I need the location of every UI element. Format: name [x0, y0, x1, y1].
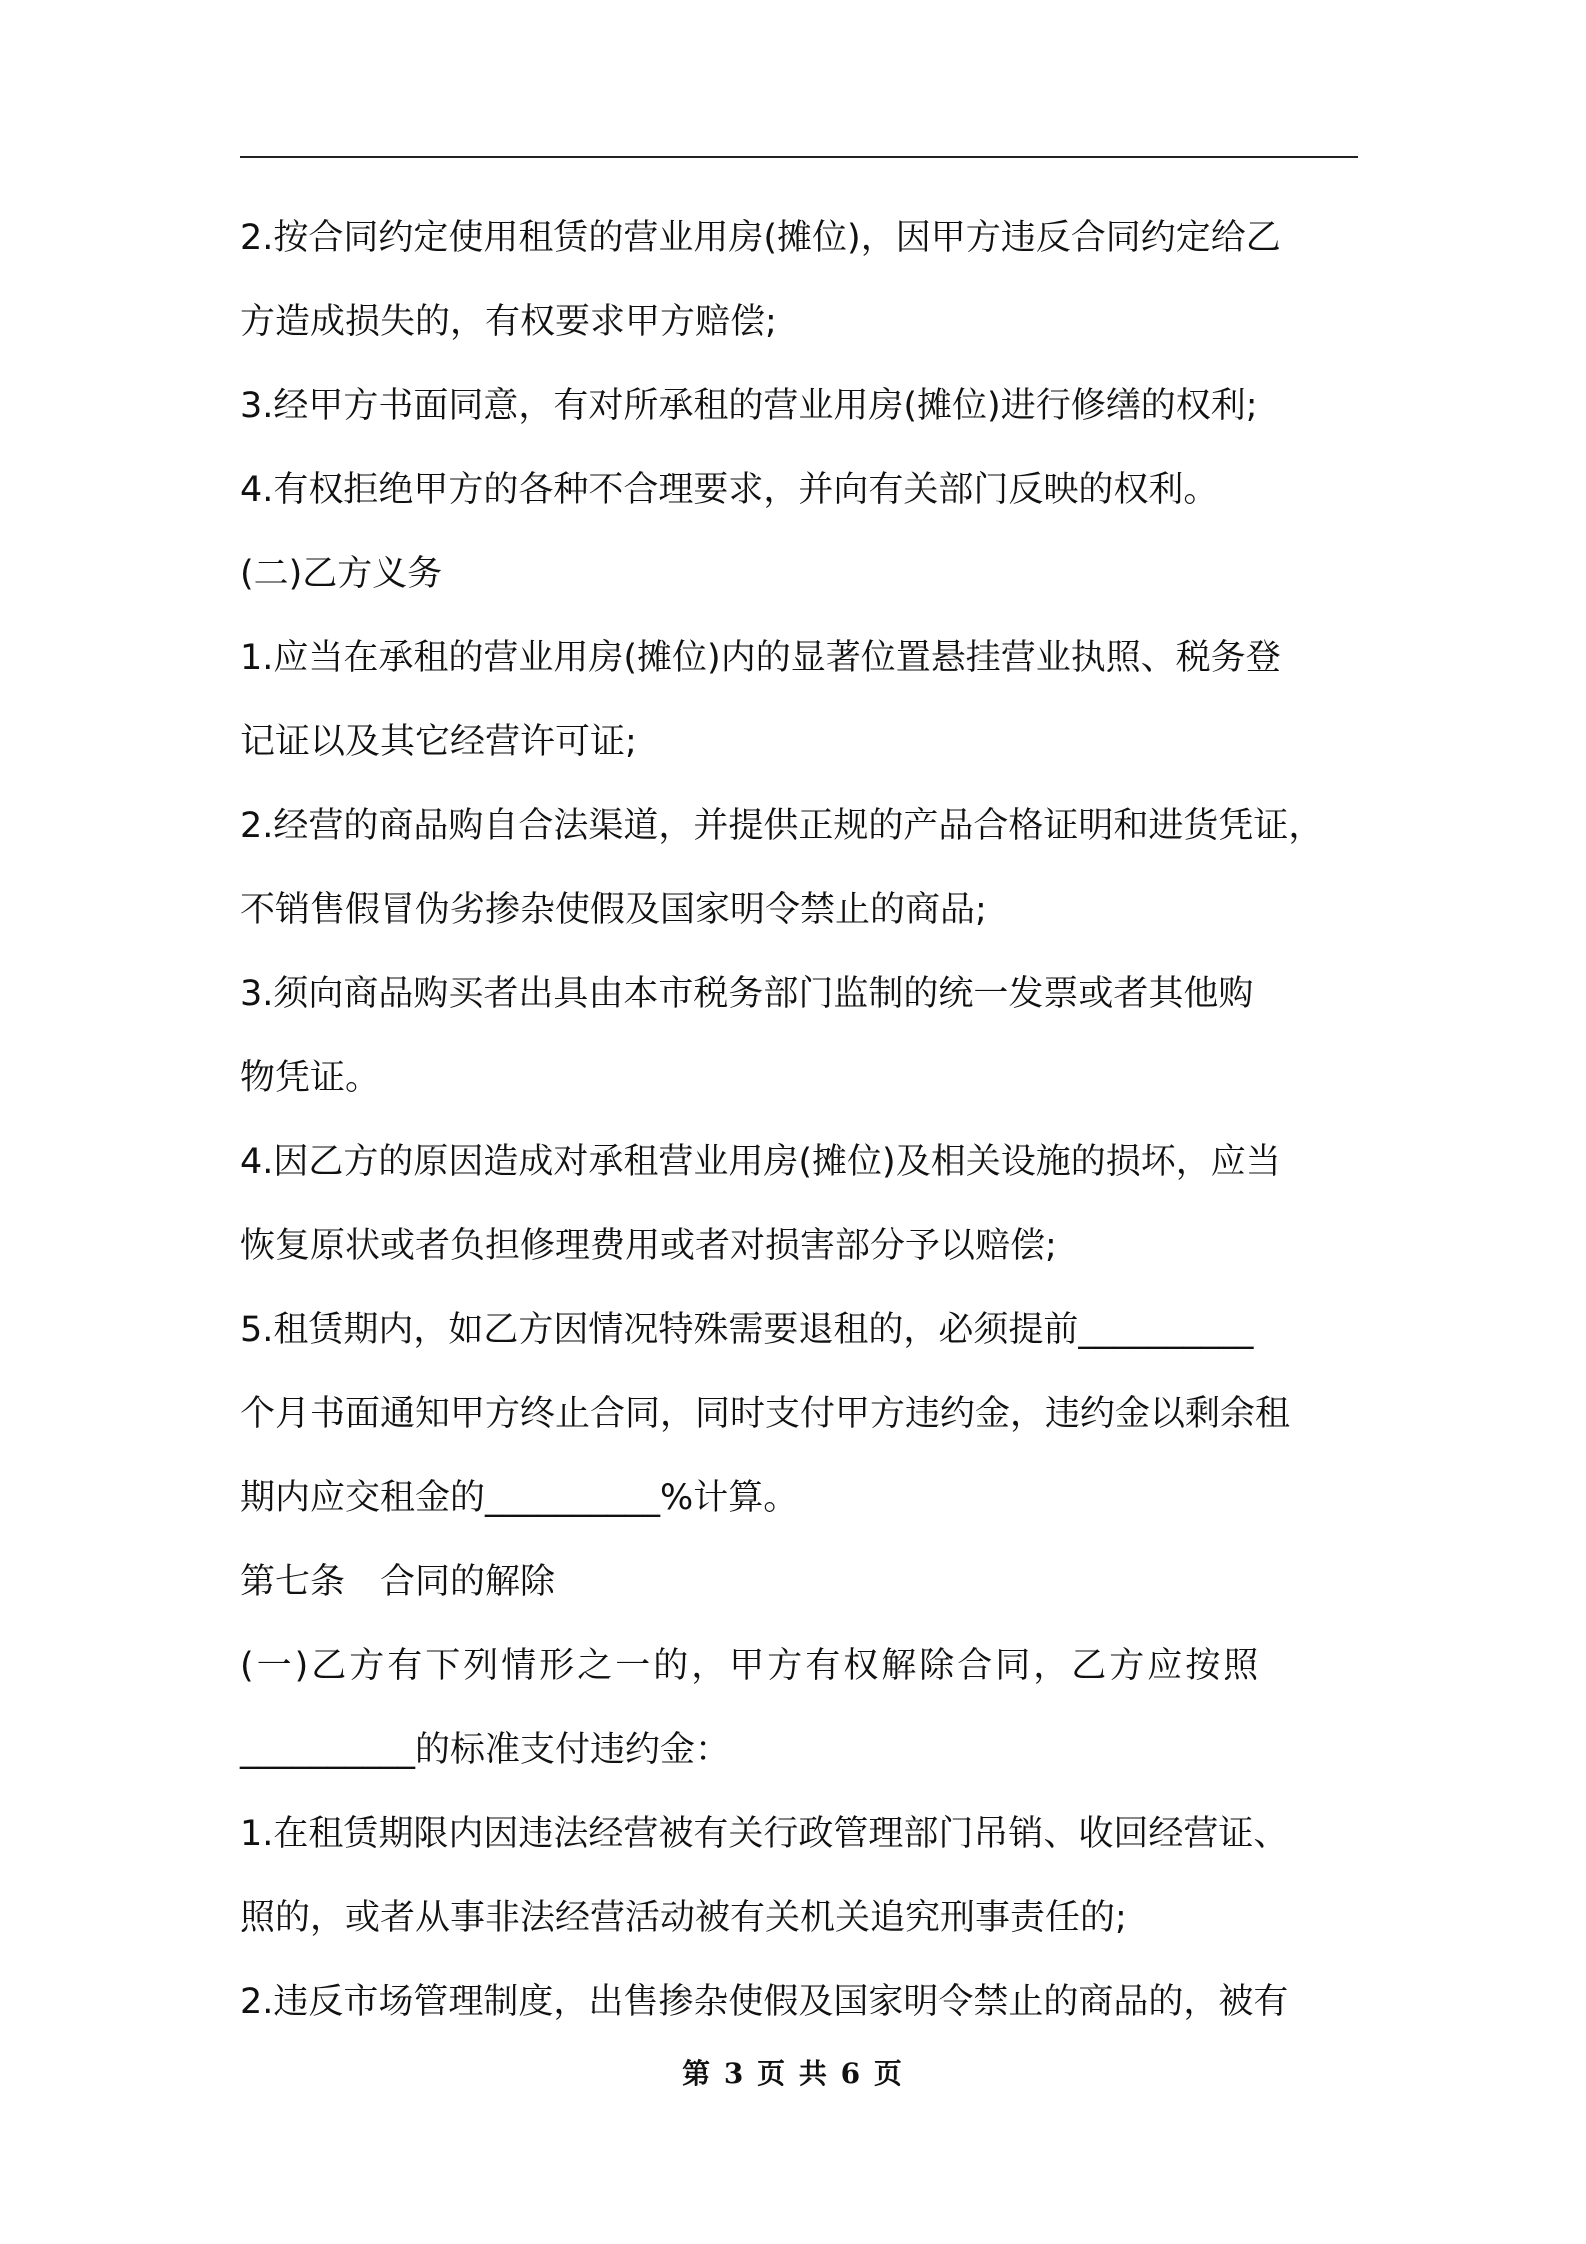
page-number: 第 3 页 共 6 页 — [682, 2057, 904, 2090]
text-line: 照的，或者从事非法经营活动被有关机关追究刑事责任的; — [240, 1898, 1127, 1938]
text-line: __________的标准支付违约金： — [240, 1730, 731, 1770]
text-line: 4.有权拒绝甲方的各种不合理要求，并向有关部门反映的权利。 — [240, 470, 1219, 510]
text-line: 1.应当在承租的营业用房(摊位)内的显著位置悬挂营业执照、税务登 — [240, 638, 1281, 678]
text-line: 2.按合同约定使用租赁的营业用房(摊位)，因甲方违反合同约定给乙 — [240, 218, 1281, 258]
text-line: 恢复原状或者负担修理费用或者对损害部分予以赔偿; — [240, 1226, 1057, 1266]
text-line: 1.在租赁期限内因违法经营被有关行政管理部门吊销、收回经营证、 — [240, 1814, 1289, 1854]
text-line: 个月书面通知甲方终止合同，同时支付甲方违约金，违约金以剩余租 — [240, 1394, 1291, 1434]
text-line: (一)乙方有下列情形之一的，甲方有权解除合同，乙方应按照 — [240, 1646, 1262, 1686]
header-rule — [240, 156, 1358, 158]
text-line: 期内应交租金的__________%计算。 — [240, 1478, 799, 1518]
text-line: 物凭证。 — [240, 1058, 381, 1098]
text-line: 4.因乙方的原因造成对承租营业用房(摊位)及相关设施的损坏，应当 — [240, 1142, 1281, 1182]
text-line: 3.须向商品购买者出具由本市税务部门监制的统一发票或者其他购 — [240, 974, 1254, 1014]
section-heading: (二)乙方义务 — [240, 554, 443, 594]
article-heading: 第七条 合同的解除 — [240, 1562, 556, 1602]
text-line: 5.租赁期内，如乙方因情况特殊需要退租的，必须提前__________ — [240, 1310, 1254, 1350]
text-line: 2.违反市场管理制度，出售掺杂使假及国家明令禁止的商品的，被有 — [240, 1982, 1289, 2022]
text-line: 2.经营的商品购自合法渠道，并提供正规的产品合格证明和进货凭证， — [240, 806, 1324, 846]
text-line: 记证以及其它经营许可证; — [240, 722, 637, 762]
document-body — [240, 196, 1380, 2044]
text-line: 方造成损失的，有权要求甲方赔偿; — [240, 302, 777, 342]
text-line: 不销售假冒伪劣掺杂使假及国家明令禁止的商品; — [240, 890, 987, 930]
text-line: 3.经甲方书面同意，有对所承租的营业用房(摊位)进行修缮的权利; — [240, 386, 1258, 426]
